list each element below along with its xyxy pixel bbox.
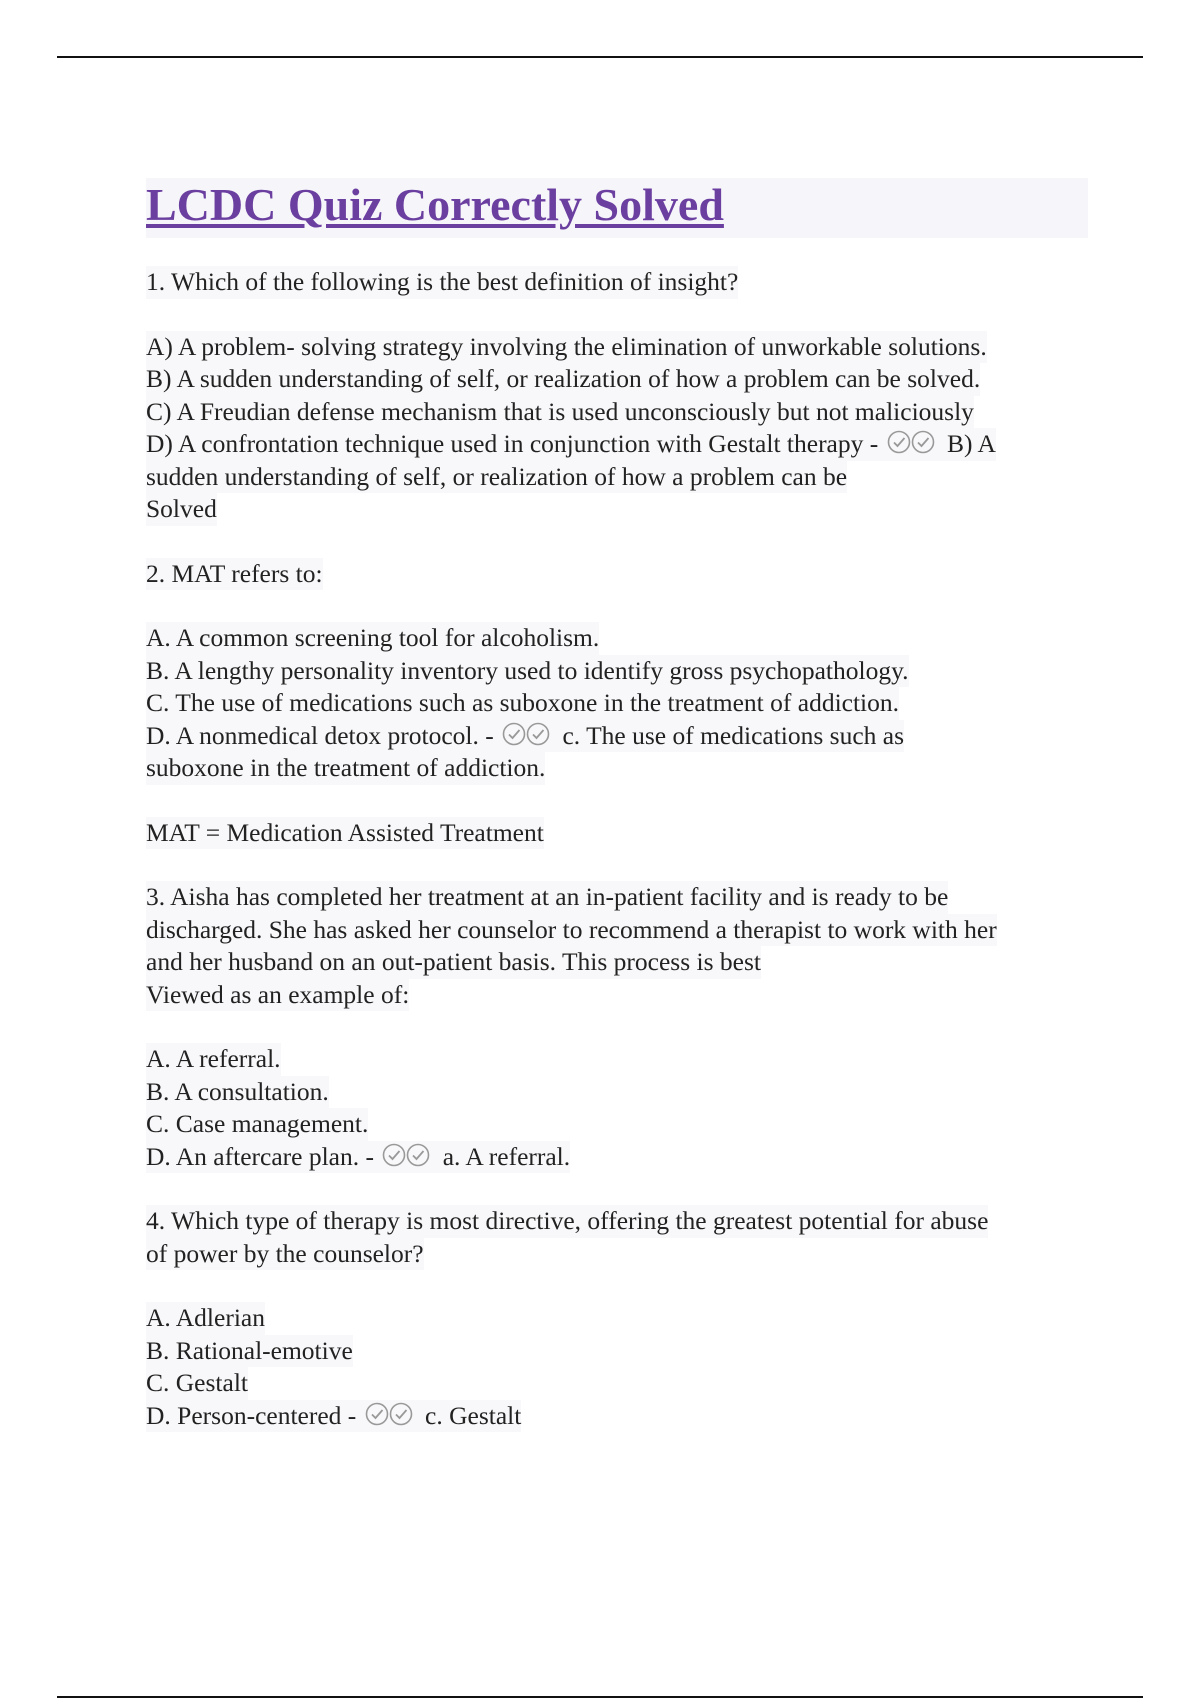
- option-a: A. A common screening tool for alcoholism.: [146, 622, 599, 655]
- question-4: [146, 1205, 1088, 1432]
- answer-text-cont: sudden understanding of self, or realization of how a problem can be: [146, 461, 847, 494]
- option-b: B. A lengthy personality inventory used to identify gross psychopathology.: [146, 655, 909, 688]
- question-1: [146, 266, 1088, 526]
- option-d-with-answer: [146, 428, 996, 461]
- option-b: B) A sudden understanding of self, or realization of how a problem can be solved.: [146, 363, 980, 396]
- option-a: A) A problem- solving strategy involving the elimination of unworkable solutions.: [146, 331, 987, 364]
- option-c: C. Gestalt: [146, 1367, 248, 1400]
- question-text: 1. Which of the following is the best definition of insight?: [146, 266, 738, 299]
- question-text: 2. MAT refers to:: [146, 558, 323, 591]
- question-text: 3. Aisha has completed her treatment at an in-patient facility and is ready to be: [146, 881, 948, 914]
- answer-text-cont: Solved: [146, 493, 217, 526]
- double-check-circle-icon: [502, 721, 554, 747]
- question-text: and her husband on an out-patient basis. This process is best: [146, 946, 761, 979]
- page-title: LCDC Quiz Correctly Solved: [146, 179, 724, 230]
- answer-text: c. Gestalt: [425, 1400, 522, 1430]
- option-a: A. A referral.: [146, 1043, 281, 1076]
- top-rule: [57, 56, 1143, 58]
- option-c: C) A Freudian defense mechanism that is used unconsciously but not maliciously: [146, 396, 974, 429]
- double-check-circle-icon: [382, 1142, 434, 1168]
- option-d-with-answer: [146, 720, 904, 753]
- question-2: [146, 558, 1088, 850]
- option-d-with-answer: [146, 1141, 570, 1174]
- bottom-rule: [57, 1696, 1143, 1698]
- option-d: D. Person-centered -: [146, 1400, 357, 1430]
- question-text: 4. Which type of therapy is most directive, offering the greatest potential for abuse: [146, 1205, 988, 1238]
- option-b: B. A consultation.: [146, 1076, 329, 1109]
- option-c: C. The use of medications such as suboxone in the treatment of addiction.: [146, 687, 899, 720]
- option-b: B. Rational-emotive: [146, 1335, 353, 1368]
- question-text: Viewed as an example of:: [146, 979, 409, 1012]
- option-c: C. Case management.: [146, 1108, 368, 1141]
- answer-text-cont: suboxone in the treatment of addiction.: [146, 752, 545, 785]
- option-d: D) A confrontation technique used in conjunction with Gestalt therapy -: [146, 429, 879, 458]
- answer-text: a. A referral.: [442, 1141, 571, 1171]
- answer-text: c. The use of medications such as: [562, 720, 905, 750]
- question-3: [146, 881, 1088, 1173]
- title-bar: [146, 178, 1088, 238]
- double-check-circle-icon: [365, 1401, 417, 1427]
- double-check-circle-icon: [887, 429, 939, 455]
- option-a: A. Adlerian: [146, 1302, 265, 1335]
- note: MAT = Medication Assisted Treatment: [146, 817, 544, 850]
- question-text: of power by the counselor?: [146, 1238, 424, 1271]
- option-d: D. An aftercare plan. -: [146, 1141, 374, 1171]
- question-text: discharged. She has asked her counselor to recommend a therapist to work with her: [146, 914, 997, 947]
- answer-text: B) A: [947, 429, 996, 458]
- option-d: D. A nonmedical detox protocol. -: [146, 720, 494, 750]
- option-d-with-answer: [146, 1400, 521, 1433]
- document-body: [146, 178, 1088, 1432]
